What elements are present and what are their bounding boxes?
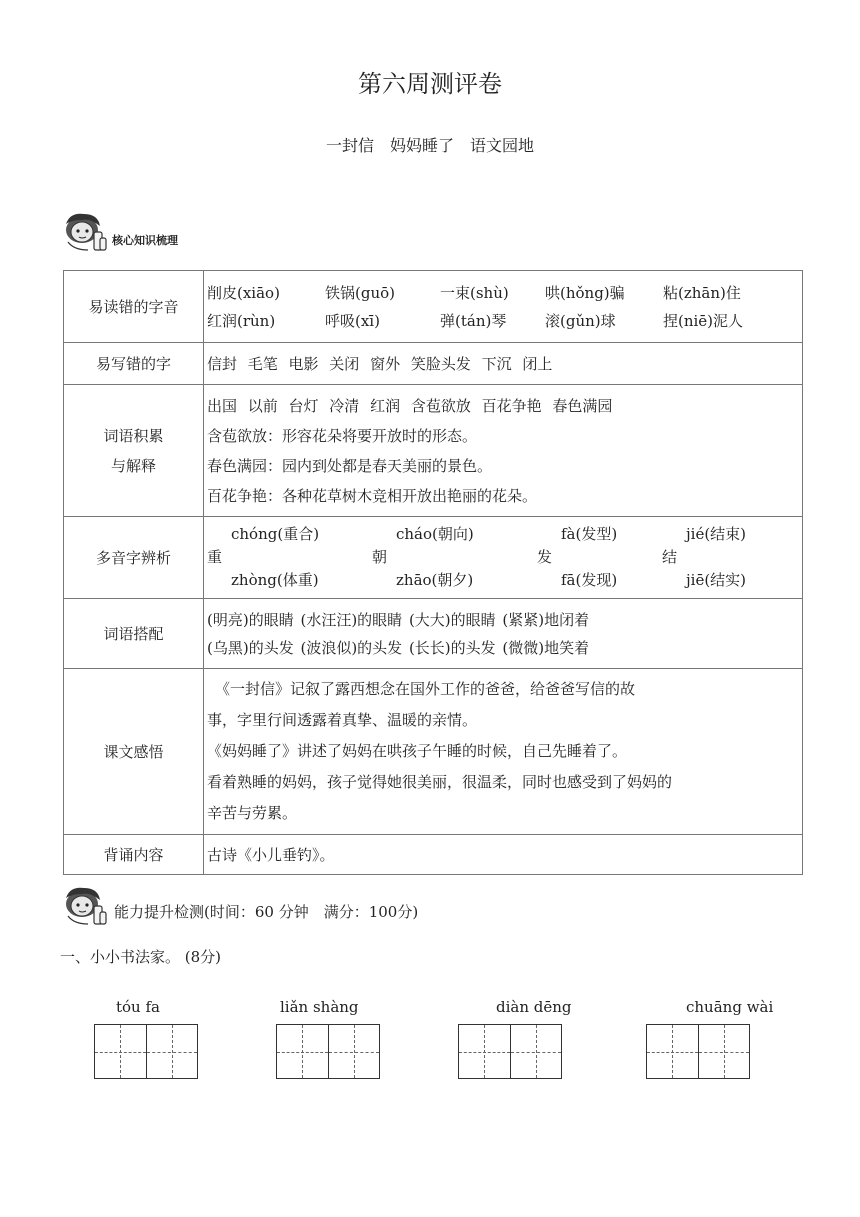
row-header-recite: 背诵内容 <box>64 835 204 875</box>
row-content-matching <box>204 599 803 669</box>
row-header-vocab-line1: 词语积累 <box>103 426 164 445</box>
pronunciation-item: 一束(shù) <box>440 283 509 302</box>
row-header-matching: 词语搭配 <box>64 599 204 669</box>
insight-line: 事，字里行间透露着真挚、温暖的亲情。 <box>207 711 478 729</box>
polyphone-group <box>372 523 537 592</box>
row-content-insight <box>204 669 803 835</box>
vocab-line: 出国 以前 台灯 冷清 红润 含苞欲放 百花争艳 春色满园 <box>207 396 613 415</box>
writing-grid-cell[interactable] <box>147 1025 198 1078</box>
table-row-recite <box>64 835 803 875</box>
student-mascot-icon <box>60 884 116 928</box>
pinyin-label: liǎn shàng <box>280 998 359 1016</box>
pinyin-label: chuāng wài <box>686 998 774 1016</box>
polyphone-char: 朝 <box>372 548 388 566</box>
insight-line: 《妈妈睡了》讲述了妈妈在哄孩子午睡的时候，自己先睡着了。 <box>207 742 628 760</box>
polyphone-group <box>207 523 372 592</box>
polyphone-reading: jié(结束) <box>686 525 747 543</box>
polyphone-reading: chóng(重合) <box>231 525 320 543</box>
pronunciation-item: 哄(hǒng)骗 <box>545 283 625 302</box>
polyphone-reading: fā(发现) <box>561 571 618 589</box>
table-row-insight <box>64 669 803 835</box>
writing-grid-cell[interactable] <box>699 1025 750 1078</box>
row-header-polyphone: 多音字辨析 <box>64 517 204 599</box>
insight-line: 辛苦与劳累。 <box>207 804 298 822</box>
pronunciation-item: 捏(niē)泥人 <box>663 311 744 330</box>
writing-grid-cell[interactable] <box>329 1025 380 1078</box>
polyphone-char: 发 <box>537 548 553 566</box>
vocab-line: 春色满园：园内到处都是春天美丽的景色。 <box>207 456 493 475</box>
row-header-insight: 课文感悟 <box>64 669 204 835</box>
vocab-line: 含苞欲放：形容花朵将要开放时的形态。 <box>207 426 478 445</box>
writing-grid-cell[interactable] <box>95 1025 147 1078</box>
pronunciation-item: 弹(tán)琴 <box>440 311 507 330</box>
writing-grid-box[interactable] <box>276 1024 380 1079</box>
row-content-writing: 信封 毛笔 电影 关闭 窗外 笑脸头发 下沉 闭上 <box>204 343 803 385</box>
polyphone-reading: cháo(朝向) <box>396 525 474 543</box>
pinyin-label: tóu fa <box>116 998 160 1016</box>
student-mascot-icon <box>60 210 116 254</box>
row-content-recite: 古诗《小儿垂钓》。 <box>204 835 803 875</box>
matching-line: (明亮)的眼睛 (水汪汪)的眼睛 (大大)的眼睛 (紧紧)地闭着 <box>207 610 590 629</box>
knowledge-table <box>63 270 803 875</box>
polyphone-group <box>537 523 662 592</box>
writing-grid-box[interactable] <box>458 1024 562 1079</box>
pronunciation-item: 呼吸(xī) <box>325 311 380 330</box>
row-content-vocab <box>204 385 803 517</box>
table-row-matching <box>64 599 803 669</box>
table-row-pronunciation <box>64 271 803 343</box>
table-row-vocab <box>64 385 803 517</box>
pronunciation-item: 粘(zhān)住 <box>663 283 741 302</box>
row-header-vocab-line2: 与解释 <box>110 456 156 475</box>
pronunciation-item: 滚(gǔn)球 <box>545 311 616 330</box>
matching-line: (乌黑)的头发 (波浪似)的头发 (长长)的头发 (微微)地笑着 <box>207 638 590 657</box>
insight-line: 看着熟睡的妈妈，孩子觉得她很美丽，很温柔，同时也感受到了妈妈的 <box>207 773 673 791</box>
row-content-polyphone <box>204 517 803 599</box>
writing-grid-box[interactable] <box>94 1024 198 1079</box>
page-subtitle: 一封信 妈妈睡了 语文园地 <box>325 136 534 155</box>
pinyin-label: diàn dēng <box>496 998 572 1016</box>
row-header-writing: 易写错的字 <box>64 343 204 385</box>
polyphone-char: 结 <box>662 548 678 566</box>
row-header-vocab <box>64 385 204 517</box>
page-title: 第六周测评卷 <box>358 70 502 98</box>
polyphone-reading: fà(发型) <box>561 525 618 543</box>
polyphone-reading: zhāo(朝夕) <box>396 571 474 589</box>
polyphone-reading: jiē(结实) <box>686 571 747 589</box>
section-header-assessment <box>60 884 418 928</box>
question-1-title: 一、小小书法家。 (8分) <box>60 948 222 966</box>
writing-grid-cell[interactable] <box>459 1025 511 1078</box>
pronunciation-item: 削皮(xiāo) <box>207 283 280 302</box>
table-row-writing <box>64 343 803 385</box>
section-header-knowledge <box>60 210 178 254</box>
pronunciation-item: 铁锅(guō) <box>325 283 395 302</box>
polyphone-char: 重 <box>207 548 223 566</box>
section-label-knowledge: 核心知识梳理 <box>112 234 178 247</box>
writing-grid-cell[interactable] <box>511 1025 562 1078</box>
pronunciation-item: 红润(rùn) <box>207 311 276 330</box>
vocab-line: 百花争艳：各种花草树木竞相开放出艳丽的花朵。 <box>207 486 538 505</box>
row-content-pronunciation <box>204 271 803 343</box>
writing-grid-box[interactable] <box>646 1024 750 1079</box>
section-label-assessment: 能力提升检测(时间：60 分钟 满分：100分) <box>114 903 419 921</box>
insight-line: 《一封信》记叙了露西想念在国外工作的爸爸，给爸爸写信的故 <box>215 680 636 698</box>
polyphone-reading: zhòng(体重) <box>231 571 319 589</box>
writing-grid-cell[interactable] <box>277 1025 329 1078</box>
row-header-pronunciation: 易读错的字音 <box>64 271 204 343</box>
table-row-polyphone <box>64 517 803 599</box>
writing-grid-cell[interactable] <box>647 1025 699 1078</box>
polyphone-group <box>662 523 812 592</box>
